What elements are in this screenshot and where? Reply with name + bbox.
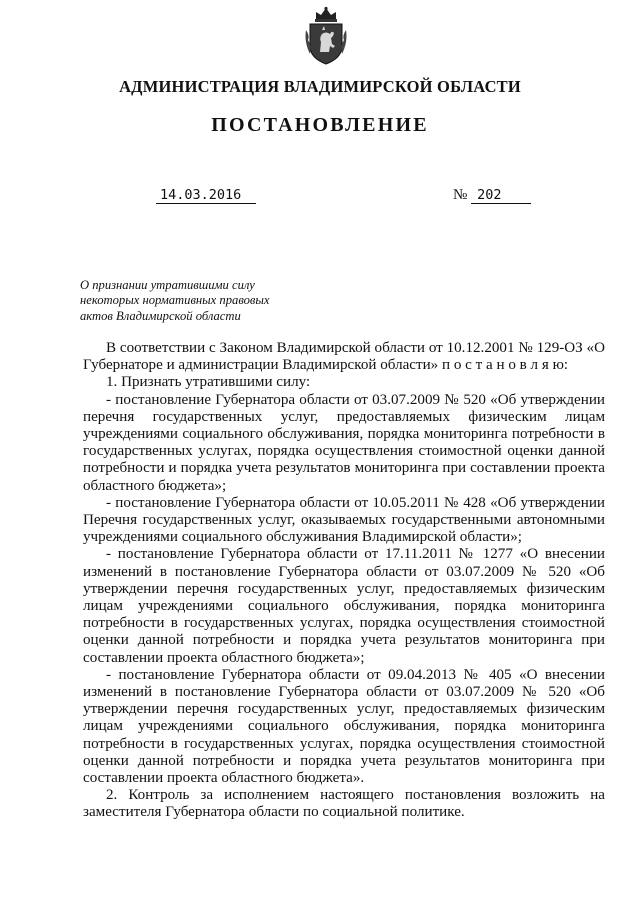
coat-of-arms-icon bbox=[302, 6, 350, 66]
subject-line: актов Владимирской области bbox=[80, 308, 241, 323]
subject-line: О признании утратившими силу bbox=[80, 278, 255, 292]
body-paragraph-preamble: В соответствии с Законом Владимирской области от 10.12.2001 № 129-ОЗ «О Губернаторе и администрации Владимирской области» п о с т а н о в л я ю: bbox=[83, 340, 605, 374]
number-sign: № bbox=[453, 187, 468, 203]
body-paragraph-repealed-act: - постановление Губернатора области от 09.04.2013 № 405 «О внесении изменений в постановление Губернатора области от 03.07.2009 № 520 «Об утверждении перечня государственных услуг, предоставляемых физическим лицам учреждениями социального обслуживания, порядка мониторинга потребности в государственных услугах, порядка осуществления стоимостной оценки данной потребности и порядка учета результатов мониторинга при составлении проекта областного бюджета». bbox=[83, 666, 605, 787]
document-type-title: ПОСТАНОВЛЕНИЕ bbox=[211, 114, 429, 136]
document-body bbox=[83, 340, 605, 822]
body-paragraph-item-2: 2. Контроль за исполнением настоящего постановления возложить на заместителя Губернатора области по социальной политике. bbox=[83, 787, 605, 821]
body-paragraph-repealed-act: - постановление Губернатора области от 10.05.2011 № 428 «Об утверждении Перечня государственных услуг, оказываемых государственными автономными учреждениями социального обслуживания Владимирской области»; bbox=[83, 494, 605, 546]
body-paragraph-repealed-act: - постановление Губернатора области от 03.07.2009 № 520 «Об утверждении перечня государственных услуг, предоставляемых физическим лицам учреждениями социального обслуживания, порядка мониторинга потребности в государственных услугах, порядка осуществления стоимостной оценки данной потребности и порядка учета результатов мониторинга при составлении проекта областного бюджета»; bbox=[83, 391, 605, 494]
organization-name: АДМИНИСТРАЦИЯ ВЛАДИМИРСКОЙ ОБЛАСТИ bbox=[119, 77, 521, 96]
document-date: 14.03.2016 bbox=[156, 187, 256, 204]
subject-line: некоторых нормативных правовых bbox=[80, 293, 270, 308]
body-paragraph-item-1: 1. Признать утратившими силу: bbox=[106, 374, 311, 391]
document-number bbox=[453, 187, 531, 204]
number-value: 202 bbox=[471, 187, 531, 204]
document-subject bbox=[80, 278, 310, 324]
body-paragraph-repealed-act: - постановление Губернатора области от 17.11.2011 № 1277 «О внесении изменений в постановление Губернатора области от 03.07.2009 № 520 «Об утверждении перечня государственных услуг, предоставляемых физическим лицам учреждениями социального обслуживания, порядка мониторинга потребности в государственных услугах, порядка осуществления стоимостной оценки данной потребности и порядка учета результатов мониторинга при составлении проекта областного бюджета»; bbox=[83, 546, 605, 666]
